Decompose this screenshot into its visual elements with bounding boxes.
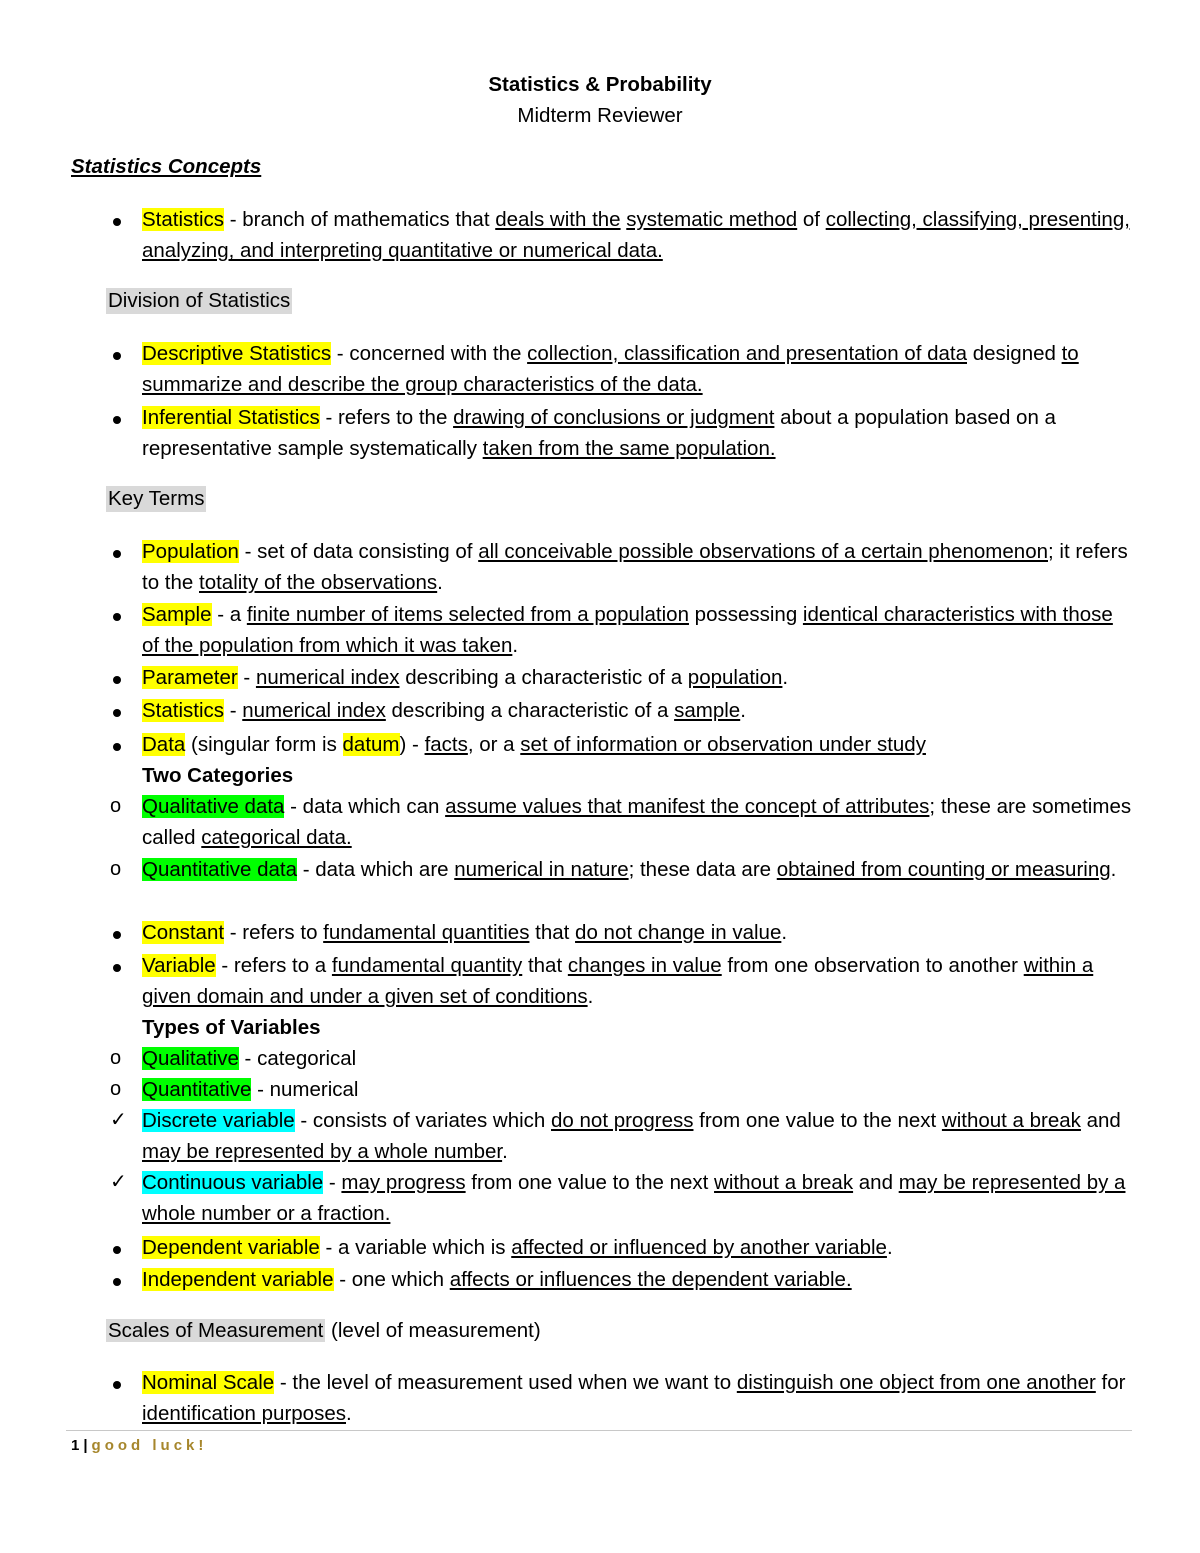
text: ; it refers to the (142, 540, 1128, 595)
underlined-text: numerical in nature (454, 858, 629, 881)
term: Variable (142, 954, 216, 977)
list-item-descriptive (142, 338, 1132, 401)
text: - a variable which is (319, 1236, 512, 1259)
footer-divider (66, 1430, 1132, 1431)
list-item-qualitative-data (110, 791, 1132, 854)
page-number: 1 (71, 1437, 80, 1454)
text: describing a characteristic of a (399, 666, 688, 689)
text: . (740, 699, 746, 722)
term: Nominal Scale (142, 1371, 275, 1394)
list-item-data (142, 729, 1132, 760)
underlined-text: systematic method (626, 208, 798, 231)
underlined-text: taken from the same population. (482, 437, 776, 461)
text: for (1095, 1371, 1126, 1394)
text: . (587, 985, 594, 1009)
term: Inferential Statistics (142, 406, 320, 429)
text: . (782, 666, 789, 689)
underlined-text: do not progress (551, 1109, 694, 1132)
list-item-quantitative-data (110, 854, 1132, 885)
term: Data (142, 733, 186, 756)
page-title: Statistics & Probability (488, 73, 712, 96)
underlined-text: changes in value (567, 954, 722, 977)
text: describing a characteristic of a (385, 699, 675, 722)
text: and (853, 1171, 899, 1194)
bullet-icon (110, 402, 134, 433)
underlined-text: without a break (714, 1171, 854, 1194)
underlined-text: may be represented by a whole number or a fraction. (142, 1171, 1126, 1226)
underlined-text: fundamental quantities (323, 921, 530, 944)
text: - consists of variates which (294, 1109, 552, 1132)
underlined-text: finite number of items selected from a population (246, 603, 689, 626)
text: . (1110, 858, 1117, 881)
term: Discrete variable (142, 1109, 295, 1132)
text: possessing (688, 603, 803, 626)
bullet-icon (110, 729, 134, 760)
page-footer (71, 1437, 207, 1454)
text: from one value to the next (465, 1171, 715, 1194)
text: ; these are sometimes called (142, 795, 1132, 850)
term: Statistics (142, 699, 225, 722)
subheading-types-of-variables: Types of Variables (142, 1016, 321, 1039)
list-item-statistics (142, 204, 1132, 267)
bullet-icon (110, 1367, 134, 1398)
underlined-text: obtained from counting or measuring (776, 858, 1111, 881)
underlined-text: may progress (341, 1171, 466, 1194)
underlined-text: may be represented by a whole number (142, 1140, 503, 1164)
bullet-icon (110, 917, 134, 948)
text: designed (967, 342, 1062, 365)
heading-key-terms: Key Terms (108, 487, 205, 510)
text: - categorical (238, 1047, 357, 1070)
text: from one observation to another (721, 954, 1024, 977)
underlined-text: categorical data. (201, 826, 352, 850)
term: Quantitative (142, 1078, 252, 1101)
footer-separator: | (83, 1437, 88, 1454)
circle-bullet-icon: o (110, 795, 122, 817)
term: Population (142, 540, 239, 563)
underlined-text: sample (674, 699, 741, 722)
underlined-text: all conceivable possible observations of a certain phenomenon (478, 540, 1048, 563)
text: about a population based on a representative sample systematically (142, 406, 1056, 461)
bullet-icon (110, 950, 134, 981)
section-title: Statistics Concepts (71, 155, 262, 178)
underlined-text: population (687, 666, 783, 689)
underlined-text: numerical index (242, 699, 386, 722)
term: Parameter (142, 666, 238, 689)
list-item-parameter (142, 662, 1132, 693)
footer-message: good luck! (91, 1437, 208, 1454)
text: - data which are (297, 858, 455, 881)
term: Continuous variable (142, 1171, 324, 1194)
text: . (512, 634, 519, 658)
text: - one which (333, 1268, 450, 1291)
list-item-population (142, 536, 1132, 599)
text: - branch of mathematics that (224, 208, 496, 231)
underlined-text: identical characteristics with those of the population from which it was taken (142, 603, 1113, 658)
list-item-continuous (110, 1167, 1132, 1230)
bullet-icon (110, 338, 134, 369)
bullet-icon (110, 536, 134, 567)
bullet-icon (110, 695, 134, 726)
circle-bullet-icon: o (110, 858, 122, 880)
underlined-text: assume values that manifest the concept of attributes (445, 795, 930, 818)
underlined-text: drawing of conclusions or judgment (453, 406, 775, 429)
circle-bullet-icon: o (110, 1047, 122, 1069)
underlined-text: numerical index (255, 666, 400, 689)
circle-bullet-icon: o (110, 1078, 122, 1100)
list-item-constant (142, 917, 1132, 948)
bullet-icon (110, 1264, 134, 1295)
text: . (886, 1236, 893, 1259)
list-item-qualitative (110, 1043, 1132, 1074)
bullet-icon (110, 204, 134, 235)
underlined-text: collection, classification and presentation of data (527, 342, 967, 365)
underlined-text: identification purposes (142, 1402, 346, 1426)
underlined-text: distinguish one object from one another (736, 1371, 1096, 1394)
text: - refers to (224, 921, 324, 944)
bullet-icon (110, 662, 134, 693)
list-item-sample (142, 599, 1132, 662)
underlined-text: collecting, classifying, presenting, analyzing, and interpreting quantitative or numerical data. (142, 208, 1130, 263)
underlined-text: to summarize and describe the group characteristics of the data. (142, 342, 1079, 397)
list-item-statistics-2 (142, 695, 1132, 726)
list-item-variable (142, 950, 1132, 1013)
term: Dependent variable (142, 1236, 320, 1259)
heading-scales (106, 1318, 541, 1344)
text: - concerned with the (331, 342, 528, 365)
text: - refers to the (319, 406, 454, 429)
term: Constant (142, 921, 225, 944)
list-item-nominal (142, 1367, 1132, 1430)
subheading-two-categories: Two Categories (142, 764, 294, 787)
term: Independent variable (142, 1268, 334, 1291)
term: Descriptive Statistics (142, 342, 332, 365)
heading-scales-note: (level of measurement) (325, 1319, 541, 1342)
text: - (323, 1171, 342, 1194)
underlined-text: do not change in value (575, 921, 782, 944)
text: . (781, 921, 788, 944)
text: , or a (467, 733, 521, 756)
underlined-text: fundamental quantity (331, 954, 523, 977)
term: Sample (142, 603, 212, 626)
text: - (224, 699, 243, 722)
underlined-text: within a given domain and under a given set of conditions (142, 954, 1094, 1009)
list-item-independent (142, 1264, 1132, 1295)
check-icon: ✓ (110, 1171, 127, 1193)
text: - data which can (284, 795, 446, 818)
underlined-text: totality of the observations (199, 571, 438, 595)
term: Qualitative data (142, 795, 285, 818)
text: that (522, 954, 568, 977)
list-item-quantitative (110, 1074, 1132, 1105)
list-item-dependent (142, 1232, 1132, 1263)
text: and (1080, 1109, 1121, 1132)
list-item-discrete (110, 1105, 1132, 1168)
underlined-text: without a break (941, 1109, 1081, 1132)
text: . (437, 571, 443, 595)
text: - a (211, 603, 247, 626)
text: - the level of measurement used when we want to (274, 1371, 737, 1394)
text: . (502, 1140, 508, 1164)
text: from one value to the next (693, 1109, 942, 1132)
term: datum (342, 733, 400, 756)
text: (singular form is (185, 733, 343, 756)
bullet-icon (110, 1232, 134, 1263)
underlined-text: affected or influenced by another variable (511, 1236, 887, 1259)
term: Statistics (142, 208, 225, 231)
page-subtitle: Midterm Reviewer (517, 104, 683, 127)
underlined-text: affects or influences the dependent variable. (449, 1268, 852, 1291)
term: Qualitative (142, 1047, 239, 1070)
text: that (529, 921, 576, 944)
text: ; these data are (628, 858, 777, 881)
underlined-text: set of information or observation under study (520, 733, 926, 756)
heading-scales-label: Scales of Measurement (108, 1319, 324, 1342)
text: . (346, 1402, 352, 1426)
text: of (797, 208, 826, 231)
text: ) - (399, 733, 425, 756)
bullet-icon (110, 599, 134, 630)
underlined-text: deals with the (495, 208, 621, 231)
heading-division: Division of Statistics (108, 289, 291, 312)
text: - (237, 666, 256, 689)
term: Quantitative data (142, 858, 297, 881)
list-item-inferential (142, 402, 1132, 465)
text: - set of data consisting of (238, 540, 479, 563)
text: - numerical (251, 1078, 359, 1101)
check-icon: ✓ (110, 1109, 127, 1131)
text: - refers to a (215, 954, 332, 977)
underlined-text: facts (424, 733, 468, 756)
